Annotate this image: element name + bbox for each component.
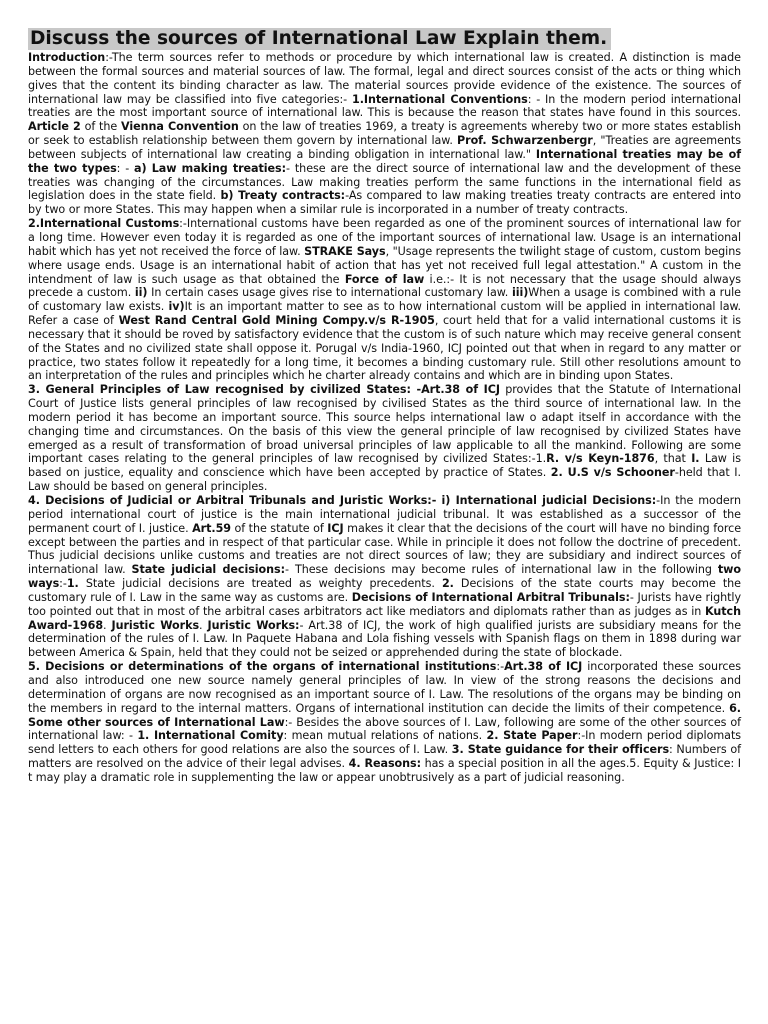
text-run: When a usage is combined with a rule of customary law exists.: [28, 286, 741, 314]
text-run: : -: [116, 161, 135, 175]
bold-text-run: 1.: [66, 577, 79, 591]
bold-text-run: 2. U.S v/s Schooner: [550, 466, 675, 480]
text-run: State judicial decisions are treated as weighty precedents.: [78, 577, 442, 591]
text-run: -As compared to law making treaties treaty contracts are entered into by two or more States. This may happen when a similar rule is incorporated in a number of treaty contracts.: [28, 189, 741, 217]
text-run: of the: [80, 120, 121, 134]
text-run: Decisions of the state courts may become the customary rule of I. Law in the same way as customs are.: [28, 577, 741, 604]
text-run: :-International customs have been regarded as one of the prominent sources of international law for a long time. However even today it is regarded as one of the important sources of international law. Usage is an international habit which has yet not received the force of law.: [28, 217, 741, 258]
bold-text-run: State judicial decisions:: [131, 563, 286, 577]
text-run: - These decisions may become rules of international law in the following: [285, 563, 718, 577]
paragraph-customs: [28, 217, 741, 383]
text-run: - these are the direct source of international law and the development of these treaties was changing of the circumstances. Law making treaties perform the same functions in the international field as legislation does in the state field.: [28, 161, 741, 203]
bold-text-run: Art.59: [192, 521, 231, 535]
bold-text-run: 4. Reasons:: [348, 757, 422, 771]
bold-text-run: 3. General Principles of Law recognised by civilized States: -Art.38 of ICJ: [28, 383, 500, 397]
bold-text-run: 5. Decisions or determinations of the organs of international institutions: [28, 660, 497, 674]
text-run: .: [103, 618, 112, 632]
text-run: :-The term sources refer to methods or procedure by which international law is created. A distinction is made between the formal sources and material sources of law. The formal, legal and direct sources consist of the acts or thing which gives that the content its binding character as law. The material sources provide evidence of the existence. The sources of international law may be classified into five categories:-: [28, 51, 741, 106]
paragraph-introduction: [28, 51, 741, 217]
text-run: - Jurists have rightly too pointed out that in most of the arbitral cases arbitrators act like mediators and diplomats rather than as judges as in: [28, 590, 742, 618]
text-run: -In the modern period international court of justice is the main international judicial tribunal. It was established as a successor of the permanent court of I. justice.: [28, 494, 741, 535]
bold-text-run: 2.International Customs: [28, 217, 180, 231]
text-run: Law is based on justice, equality and conscience which have been accepted by practice of States.: [28, 452, 741, 480]
bold-text-run: West Rand Central Gold Mining Compy.v/s R-1905: [118, 314, 435, 328]
text-run: .: [199, 618, 208, 632]
text-run: , court held that for a valid international customs it is necessary that it should be roved by satisfactory evidence that the custom is of such nature which may receive general consent of the States and no civilized state shall oppose it. Porugal v/s India-1960, ICJ pointed out that when in regard to any matter or practice, two states follow it repeatedly for a long time, it becomes a binding customary rule. Still other resolutions amount to an interpretation of the rules and principles which he charter already contains and which are in binding upon States.: [28, 314, 741, 383]
text-run: -held that I. Law should be based on general principles.: [28, 466, 742, 494]
bold-text-run: 1. International Comity: [137, 729, 284, 743]
bold-text-run: Prof. Schwarzenbergr: [457, 134, 593, 148]
text-run: : mean mutual relations of nations.: [283, 729, 487, 743]
bold-text-run: two ways: [28, 563, 741, 591]
text-run: has a special position in all the ages.5. Equity & Justice: I t may play a dramatic role in supplementing the law or appear unobtrusively as a part of judicial reasoning.: [28, 757, 741, 784]
text-run: i.e.:- It is not necessary that the usage should always precede a custom.: [28, 272, 741, 300]
bold-text-run: Juristic Works: [111, 618, 200, 632]
text-run: incorporated these sources and also introduced one new source namely general principles of law. In view of the strong reasons the decisions and determination of organs are now recognised as an important source of I. Law. The resolutions of the organs may be binding on the members in regard to the internal matters. Organs of international institution can decide the limits of their competence.: [28, 660, 741, 715]
bold-text-run: b) Treaty contracts:: [220, 189, 346, 203]
text-run: : Numbers of matters are resolved on the advice of their legal advises.: [28, 743, 741, 771]
bold-text-run: Force of law: [344, 272, 425, 286]
text-run: In certain cases usage gives rise to international customary law.: [147, 286, 512, 300]
bold-text-run: 2.: [441, 577, 454, 591]
bold-text-run: 6. Some other sources of International Law: [28, 701, 741, 729]
bold-text-run: Introduction: [28, 51, 106, 64]
text-run: of the statute of: [230, 521, 328, 535]
bold-text-run: 4. Decisions of Judicial or Arbitral Tribunals and Juristic Works:- i) International judicial Decisions:: [28, 494, 657, 507]
bold-text-run: a) Law making treaties:: [134, 161, 287, 175]
text-run: provides that the Statute of International Court of Justice lists general principles of law recognised by civilised States as the third source of international law. In the modern period it has become an important source. This source helps international law o adapt itself in accordance with the changing time and circumstances. On the basis of this view the general principle of law recognised by civilized States have emerged as a result of transformation of broad universal principles of law applicable to all the mankind. Following are some important cases relating to the general principles of law recognised by civilized States:-1.: [28, 383, 742, 466]
text-run: , that: [654, 452, 692, 466]
text-run: makes it clear that the decisions of the court will have no binding force except between the parties and in respect of that particular case. While in principle it does not follow the doctrine of precedent. Thus judicial decisions unlike customs and treaties are not direct sources of law; they are subsidiary and indirect sources of international law.: [28, 521, 742, 577]
bold-text-run: Juristic Works:: [207, 618, 300, 632]
text-run: - Art.38 of ICJ, the work of high qualified jurists are subsidiary means for the determination of the rules of I. Law. In Paquete Habana and Lola fishing vessels with Spanish flags on them in 1898 during war between America & Spain, held that they could not be seized or apprehended during the state of blockade.: [28, 618, 741, 660]
bold-text-run: I.: [691, 452, 700, 466]
bold-text-run: 1.International Conventions: [352, 92, 528, 106]
text-run: :-: [496, 660, 505, 674]
text-run: :-: [59, 577, 67, 591]
paragraph-judicial-decisions: [28, 494, 741, 660]
bold-text-run: iii): [511, 286, 529, 300]
paragraph-container: [28, 51, 741, 785]
text-run: , "Usage represents the twilight stage of custom, custom begins where usage ends. Usage is an international habit of action that has yet not received full legal attestation." A custom in the intendment of law is such usage as that obtained the: [28, 244, 741, 286]
bold-text-run: Kutch Award-1968: [28, 604, 741, 632]
document-page: [28, 28, 741, 785]
page-title: Discuss the sources of International Law Explain them.: [30, 28, 608, 49]
paragraph-general-principles: [28, 383, 741, 494]
text-run: , "Treaties are agreements between subjects of international law creating a binding obligation in international law.": [28, 134, 741, 161]
title-highlight: [28, 28, 611, 50]
bold-text-run: iv): [168, 300, 185, 314]
bold-text-run: Article 2: [28, 120, 81, 134]
bold-text-run: ICJ: [327, 521, 344, 535]
text-run: : - In the modern period international treaties are the most important source of international law. This is because the reason that states have found in this sources.: [28, 92, 741, 120]
bold-text-run: Decisions of International Arbitral Tribunals:: [351, 590, 630, 604]
text-run: :-In modern period diplomats send letters to each others for good relations are also the sources of I. Law.: [28, 729, 742, 757]
bold-text-run: ii): [134, 286, 148, 300]
text-run: :- Besides the above sources of I. Law, following are some of the other sources of international law: -: [28, 715, 741, 743]
bold-text-run: 3. State guidance for their officers: [451, 743, 670, 757]
bold-text-run: Art.38 of ICJ: [504, 660, 583, 674]
bold-text-run: STRAKE Says: [304, 244, 386, 258]
bold-text-run: R. v/s Keyn-1876: [546, 452, 655, 466]
paragraph-international-institutions: [28, 660, 741, 785]
text-run: It is an important matter to see as to how international custom will be applied in international law. Refer a case of: [28, 300, 741, 328]
bold-text-run: International treaties may be of the two types: [28, 147, 741, 175]
text-run: on the law of treaties 1969, a treaty is agreements whereby two or more states establish or seek to establish relationship between them govern by international law.: [28, 120, 742, 148]
bold-text-run: Vienna Convention: [121, 120, 239, 134]
bold-text-run: 2. State Paper: [486, 729, 578, 743]
